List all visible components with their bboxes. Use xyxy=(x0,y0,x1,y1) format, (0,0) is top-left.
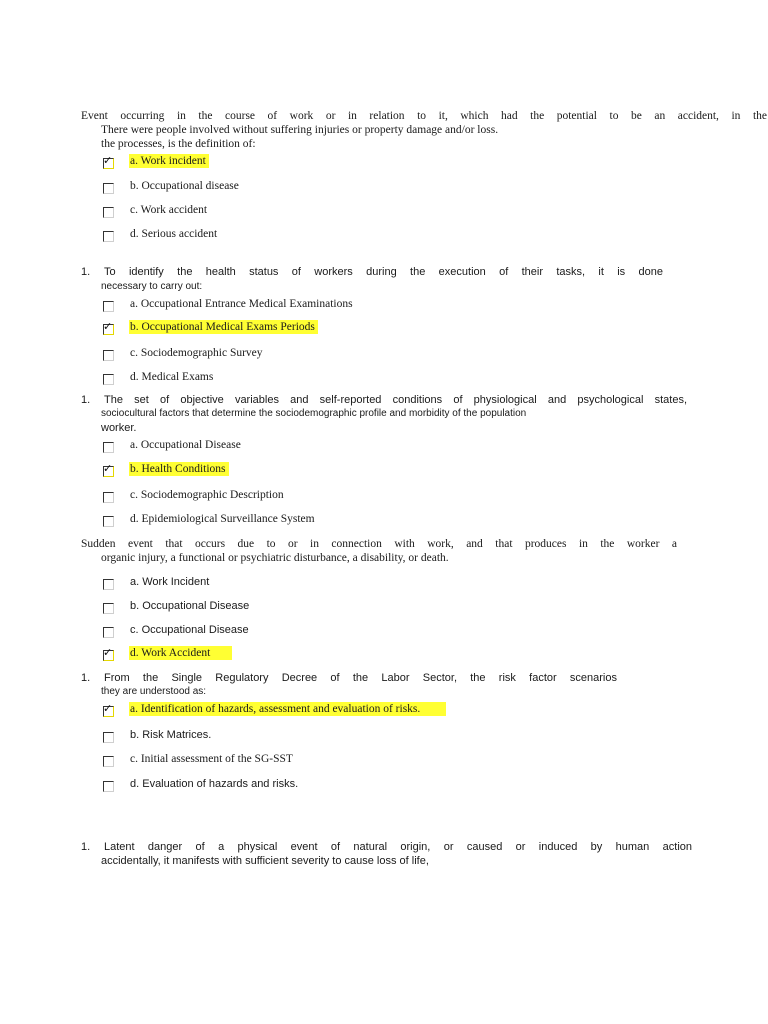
checkbox[interactable] xyxy=(103,301,114,312)
checkmark-icon: ✓ xyxy=(103,320,113,333)
checkmark-icon: ✓ xyxy=(103,154,113,167)
question-text: From the Single Regulatory Decree of the Labor Sector, the risk factor scenarios xyxy=(104,672,617,684)
option-label: a. Occupational Disease xyxy=(130,439,241,451)
question-text-line xyxy=(81,393,687,407)
question-text-line: Event occurring in the course of work or in relation to it, which had the potential to be an accident, in the xyxy=(81,110,767,122)
question-number: 1. xyxy=(81,394,91,406)
option-a[interactable] xyxy=(103,575,212,593)
option-b[interactable] xyxy=(103,320,318,338)
option-label: b. Occupational Medical Exams Periods xyxy=(129,320,318,334)
checkbox[interactable] xyxy=(103,627,114,638)
option-label: d. Evaluation of hazards and risks. xyxy=(130,778,299,790)
checkbox[interactable] xyxy=(103,516,114,527)
option-c[interactable] xyxy=(103,488,287,506)
checkbox[interactable] xyxy=(103,442,114,453)
option-c[interactable] xyxy=(103,346,266,364)
option-d[interactable] xyxy=(103,370,216,388)
checkmark-icon: ✓ xyxy=(103,646,113,659)
option-c[interactable] xyxy=(103,203,210,221)
option-label: b. Occupational Disease xyxy=(130,600,250,612)
option-d[interactable] xyxy=(103,512,318,530)
checkbox[interactable] xyxy=(103,756,114,767)
checkbox[interactable] xyxy=(103,207,114,218)
checkbox[interactable] xyxy=(103,374,114,385)
checkbox[interactable] xyxy=(103,781,114,792)
option-b[interactable] xyxy=(103,462,229,480)
option-label: c. Sociodemographic Survey xyxy=(130,347,263,359)
option-label: b. Health Conditions xyxy=(129,462,229,476)
checkbox[interactable] xyxy=(103,603,114,614)
question-text: To identify the health status of workers during the execution of their tasks, it is done xyxy=(104,266,663,278)
option-label: d. Epidemiological Surveillance System xyxy=(130,513,315,525)
option-label: c. Sociodemographic Description xyxy=(130,489,284,501)
option-c[interactable] xyxy=(103,752,296,770)
question-text: Latent danger of a physical event of natural origin, or caused or induced by human action xyxy=(104,841,692,853)
option-label: d. Work Accident xyxy=(129,646,232,660)
checkbox[interactable] xyxy=(103,183,114,194)
question-text-line: necessary to carry out: xyxy=(101,281,203,292)
option-b[interactable] xyxy=(103,179,242,197)
option-b[interactable] xyxy=(103,599,252,617)
checkbox-checked[interactable] xyxy=(103,462,114,477)
option-a[interactable] xyxy=(103,702,446,720)
checkbox-checked[interactable] xyxy=(103,646,114,661)
checkmark-icon: ✓ xyxy=(103,702,113,715)
option-label: d. Serious accident xyxy=(130,228,218,240)
checkbox[interactable] xyxy=(103,492,114,503)
option-label: d. Medical Exams xyxy=(130,371,214,383)
question-text-line xyxy=(81,840,692,854)
question-text-line: they are understood as: xyxy=(101,686,207,697)
checkmark-icon: ✓ xyxy=(103,462,113,475)
option-b[interactable] xyxy=(103,728,214,746)
question-text-line: the processes, is the definition of: xyxy=(101,138,256,150)
option-label: a. Work Incident xyxy=(130,576,210,588)
option-a[interactable] xyxy=(103,297,356,315)
option-label: b. Occupational disease xyxy=(130,180,239,192)
option-c[interactable] xyxy=(103,623,252,641)
checkbox[interactable] xyxy=(103,579,114,590)
option-a[interactable] xyxy=(103,438,244,456)
option-d[interactable] xyxy=(103,227,220,245)
option-a[interactable] xyxy=(103,154,209,172)
option-label: c. Work accident xyxy=(130,204,208,216)
checkbox-checked[interactable] xyxy=(103,320,114,335)
question-number: 1. xyxy=(81,672,91,684)
option-label: c. Initial assessment of the SG-SST xyxy=(130,753,293,765)
checkbox[interactable] xyxy=(103,231,114,242)
option-label: a. Identification of hazards, assessment and evaluation of risks. xyxy=(129,702,446,716)
checkbox[interactable] xyxy=(103,350,114,361)
question-text-line xyxy=(81,265,663,279)
question-text-line: Sudden event that occurs due to or in connection with work, and that produces in the worker a xyxy=(81,538,677,550)
option-label: a. Occupational Entrance Medical Examinations xyxy=(130,298,353,310)
checkbox[interactable] xyxy=(103,732,114,743)
checkbox-checked[interactable] xyxy=(103,702,114,717)
question-number: 1. xyxy=(81,266,91,278)
question-number: 1. xyxy=(81,841,91,853)
option-d[interactable] xyxy=(103,777,301,795)
option-label: c. Occupational Disease xyxy=(130,624,249,636)
question-text-line: worker. xyxy=(101,422,137,434)
question-text: The set of objective variables and self-reported conditions of physiological and psychological states, xyxy=(104,394,687,406)
option-label: b. Risk Matrices. xyxy=(130,729,212,741)
question-text-line: There were people involved without suffering injuries or property damage and/or loss. xyxy=(101,124,499,136)
option-label: a. Work incident xyxy=(129,154,209,168)
option-d[interactable] xyxy=(103,646,232,664)
question-text-line xyxy=(81,671,617,685)
checkbox-checked[interactable] xyxy=(103,154,114,169)
question-text-line: organic injury, a functional or psychiatric disturbance, a disability, or death. xyxy=(101,552,449,564)
question-text-line: accidentally, it manifests with sufficient severity to cause loss of life, xyxy=(101,855,429,867)
question-text-line: sociocultural factors that determine the sociodemographic profile and morbidity of the population xyxy=(101,408,527,419)
